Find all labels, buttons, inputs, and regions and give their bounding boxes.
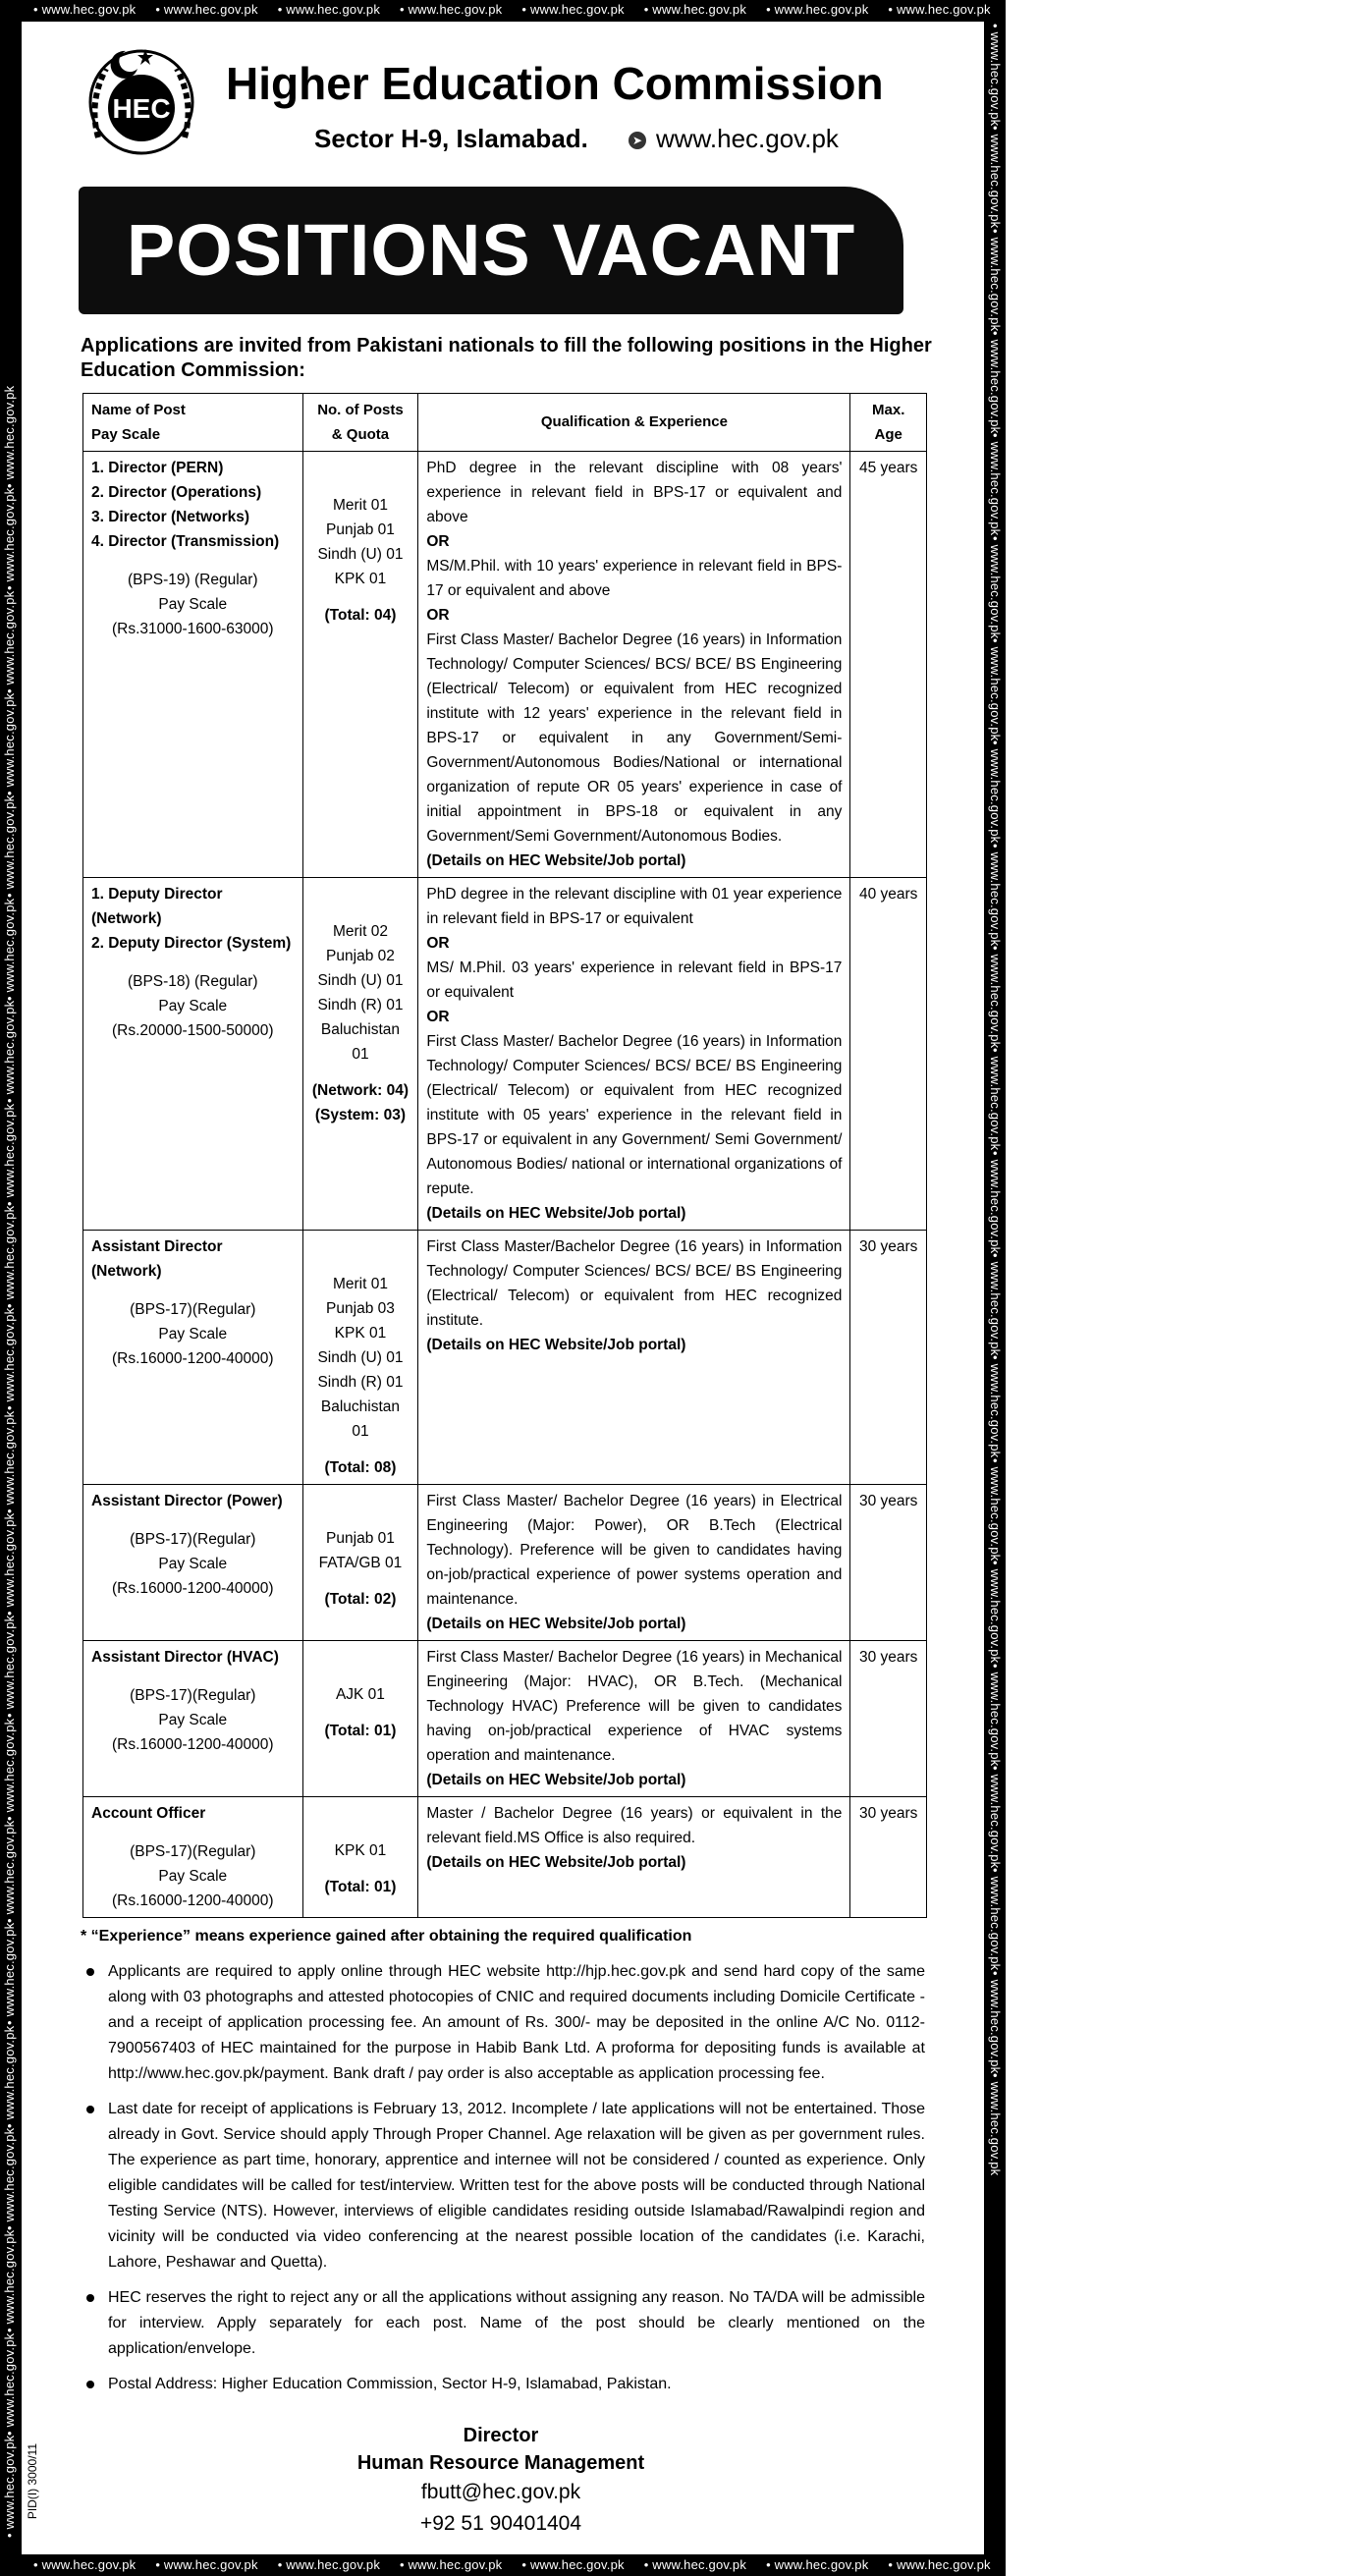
post-name: Assistant Director (HVAC) <box>91 1649 279 1666</box>
quota-total: (Total: 02) <box>324 1591 397 1608</box>
quota-line: Punjab 01 <box>326 1530 395 1547</box>
strip-text: • www.hec.gov.pk <box>988 1457 1003 1562</box>
pay-scale-line: (BPS-19) (Regular) <box>127 572 258 588</box>
strip-text: • www.hec.gov.pk <box>2 488 17 591</box>
post-name: Assistant Director (Network) <box>91 1238 223 1280</box>
strip-text: • www.hec.gov.pk <box>988 740 1003 844</box>
bullet-dot-icon <box>86 2381 94 2388</box>
website-link[interactable] <box>629 124 839 154</box>
post-name: 2. Deputy Director (System) <box>91 935 292 952</box>
spacer <box>311 1067 410 1078</box>
strip-text: • www.hec.gov.pk <box>155 2 258 17</box>
hec-emblem-icon <box>79 39 204 165</box>
strip-text: • www.hec.gov.pk <box>2 1103 17 1206</box>
header-posts-line2: & Quota <box>331 426 390 443</box>
quota-line: Baluchistan 01 <box>320 1398 401 1440</box>
qualification-text: First Class Master/ Bachelor Degree (16 years) in Mechanical Engineering (Major: HVAC), OR B.Tech. (Mechanical Technology HVAC) Preference will be given to candidates having on-job/practical experience of HVAC systems operation and maintenance. <box>426 1649 843 1764</box>
strip-text: • www.hec.gov.pk <box>521 2557 625 2572</box>
pay-scale <box>91 1297 295 1371</box>
strip-text: • www.hec.gov.pk <box>1254 2 1357 17</box>
header-age <box>850 394 927 452</box>
bullet-dot-icon <box>86 2294 94 2302</box>
quota-cell <box>302 452 418 878</box>
strip-text: • www.hec.gov.pk <box>988 433 1003 536</box>
post-name: 1. Deputy Director (Network) <box>91 886 223 927</box>
post-name: Account Officer <box>91 1805 206 1822</box>
pay-scale-line: (BPS-17)(Regular) <box>130 1301 256 1318</box>
qualification-text: MS/M.Phil. with 10 years' experience in relevant field in BPS-17 or equivalent and above <box>426 558 843 599</box>
or-separator: OR <box>426 533 450 550</box>
pay-scale-line: (BPS-17)(Regular) <box>130 1843 256 1860</box>
strip-text: • www.hec.gov.pk <box>766 2557 869 2572</box>
spacer <box>311 1234 410 1272</box>
right-website-strip <box>988 24 1003 2538</box>
strip-text: • www.hec.gov.pk <box>988 1355 1003 1458</box>
quota-line: Merit 02 <box>332 923 388 940</box>
quota-line: Sindh (R) 01 <box>317 1374 404 1391</box>
pay-scale-line: (BPS-17)(Regular) <box>130 1687 256 1704</box>
strip-text: • www.hec.gov.pk <box>988 1868 1003 1971</box>
post-name: Assistant Director (Power) <box>91 1493 283 1509</box>
instruction-text: HEC reserves the right to reject any or all the applications without assigning any reason. No TA/DA will be admissible for interview. Apply separately for each post. Name of the post should be clearly mentioned on the application/envelope. <box>108 2289 925 2357</box>
quota-total: (Total: 08) <box>324 1459 397 1476</box>
positions-vacant-banner <box>79 187 903 314</box>
quota-line: FATA/GB 01 <box>318 1555 403 1571</box>
instruction-item <box>81 2097 925 2275</box>
table-row <box>83 1231 927 1485</box>
quota-total: (Network: 04) <box>311 1082 410 1099</box>
bullet-dot-icon <box>86 2106 94 2113</box>
quota-line: Merit 01 <box>332 497 388 514</box>
instruction-text: Applicants are required to apply online through HEC website http://hjp.hec.gov.pk and send hard copy of the same along with 03 photographs and attested photocopies of CNIC and required documents including Domicile Certificate - and a receipt of application processing fee. An amount of Rs. 300/- may be deposited in the online A/C No. 0112-7900567403 of HEC maintained for the purpose in Habib Bank Ltd. A proforma for depositing funds is available at http://www.hec.gov.pk/payment. Bank draft / pay order is also acceptable as application processing fee. <box>108 1963 925 2082</box>
instruction-text: Postal Address: Higher Education Commission, Sector H-9, Islamabad, Pakistan. <box>108 2376 672 2392</box>
pay-scale-line: (Rs.16000-1200-40000) <box>111 1580 274 1597</box>
signatory-title: Director <box>463 2425 539 2446</box>
footnote: * “Experience” means experience gained after obtaining the required qualification <box>81 1928 692 1945</box>
strip-text: • www.hec.gov.pk <box>1254 2557 1357 2572</box>
strip-text: • www.hec.gov.pk <box>2 1000 17 1104</box>
table-header-row <box>83 394 927 452</box>
quota-cell <box>302 878 418 1231</box>
post-name: 1. Director (PERN) <box>91 460 224 476</box>
details-note: (Details on HEC Website/Job portal) <box>426 1337 686 1353</box>
strip-text: • www.hec.gov.pk <box>33 2557 137 2572</box>
max-age-cell: 45 years <box>850 452 927 878</box>
qualification-text: First Class Master/ Bachelor Degree (16 years) in Information Technology/ Computer Sciences/ BCS/ BCE/ BS Engineering (Electrical/ Telecom) or equivalent from HEC recognized institute with 05 years' experience in the relevant field in BPS-17 or equivalent in any Government/ Semi Government/ Autonomous Bodies/ national or international organizations of repute. <box>426 1033 843 1197</box>
qualification-text: First Class Master/ Bachelor Degree (16 years) in Information Technology/ Computer Sciences/ BCS/ BCE/ BS Engineering (Electrical/ Telecom) or equivalent from HEC recognized institute with 12 years' experience in the relevant field in BPS-17 or equivalent in any Government/Semi-Government/Autonomous Bodies/National or international organization of repute OR 05 years' experience in case of initial appointment in BPS-18 or equivalent in any Government/Semi Government/Autonomous Bodies. <box>426 631 843 845</box>
qualification-text: PhD degree in the relevant discipline with 01 year experience in relevant field in BPS-17 or equivalent <box>426 886 843 927</box>
spacer <box>311 1707 410 1719</box>
table-row <box>83 1641 927 1797</box>
details-note: (Details on HEC Website/Job portal) <box>426 1854 686 1871</box>
quota-line: Sindh (R) 01 <box>317 997 404 1014</box>
quota-total: (Total: 01) <box>324 1723 397 1739</box>
strip-text: • www.hec.gov.pk <box>2 385 17 489</box>
qualification-text: MS/ M.Phil. 03 years' experience in relevant field in BPS-17 or equivalent <box>426 959 843 1001</box>
signature-block <box>295 2422 707 2540</box>
quota-line: Punjab 02 <box>326 948 395 964</box>
strip-text: • www.hec.gov.pk <box>2 1410 17 1513</box>
table-row <box>83 452 927 878</box>
or-separator: OR <box>426 1009 450 1025</box>
header-name <box>83 394 303 452</box>
qualification-text: First Class Master/Bachelor Degree (16 years) in Information Technology/ Computer Sciences/ BCS/ BCE/ BS Engineering (Electrical/ Telecom) or equivalent from HEC recognized institute. <box>426 1238 843 1329</box>
qualification-text: PhD degree in the relevant discipline with 08 years' experience in relevant field in BPS-17 or equivalent and above <box>426 460 843 525</box>
intro-text: Applications are invited from Pakistani nationals to fill the following positions in the Higher Education Commission: <box>81 335 932 381</box>
top-website-strip <box>24 2 1367 17</box>
table-row <box>83 878 927 1231</box>
strip-text: • www.hec.gov.pk <box>2 2435 17 2538</box>
quota-line: Sindh (U) 01 <box>317 1349 404 1366</box>
post-name-cell <box>83 878 303 1231</box>
strip-text: • www.hec.gov.pk <box>1010 2 1114 17</box>
post-name-cell <box>83 1797 303 1918</box>
strip-text: • www.hec.gov.pk <box>2 898 17 1001</box>
strip-text: • www.hec.gov.pk <box>33 2 137 17</box>
page-title: Higher Education Commission <box>226 58 884 109</box>
quota-cell <box>302 1797 418 1918</box>
spacer <box>311 1444 410 1455</box>
strip-text: • www.hec.gov.pk <box>2 2127 17 2230</box>
details-note: (Details on HEC Website/Job portal) <box>426 1772 686 1788</box>
left-website-strip <box>2 24 17 2538</box>
quota-line: Baluchistan 01 <box>320 1021 401 1063</box>
bullet-dot-icon <box>86 1968 94 1976</box>
qualification-cell <box>418 1641 850 1797</box>
header-qual-text: Qualification & Experience <box>540 413 728 430</box>
post-name: 4. Director (Transmission) <box>91 533 280 550</box>
post-name-cell <box>83 1485 303 1641</box>
strip-text: • www.hec.gov.pk <box>400 2 503 17</box>
quota-line: AJK 01 <box>335 1686 385 1703</box>
strip-text: • www.hec.gov.pk <box>2 1820 17 1923</box>
strip-text: • www.hec.gov.pk <box>2 590 17 693</box>
max-age-cell: 30 years <box>850 1231 927 1485</box>
post-name-cell <box>83 1231 303 1485</box>
strip-text: • www.hec.gov.pk <box>2 1205 17 1308</box>
post-name: 2. Director (Operations) <box>91 484 262 501</box>
header-posts <box>302 394 418 452</box>
pay-scale-line: (Rs.31000-1600-63000) <box>111 621 274 637</box>
or-separator: OR <box>426 607 450 624</box>
quota-total: (Total: 04) <box>324 607 397 624</box>
pid-number: PID(I) 3000/11 <box>26 2443 39 2520</box>
pay-scale-line: Pay Scale <box>158 998 228 1014</box>
pay-scale-line: Pay Scale <box>158 596 228 613</box>
strip-text: • www.hec.gov.pk <box>155 2557 258 2572</box>
table-row <box>83 1485 927 1641</box>
strip-text: • www.hec.gov.pk <box>988 843 1003 947</box>
spacer <box>311 1801 410 1838</box>
strip-text: • www.hec.gov.pk <box>988 228 1003 332</box>
header-name-line2: Pay Scale <box>91 426 161 443</box>
strip-text: • www.hec.gov.pk <box>988 1048 1003 1151</box>
header-qualification <box>418 394 850 452</box>
qualification-text: First Class Master/ Bachelor Degree (16 years) in Electrical Engineering (Major: Power), OR B.Tech (Electrical Technology). Preference will be given to candidates having on-job/practical experience of power systems operation and maintenance. <box>426 1493 843 1608</box>
quota-cell <box>302 1485 418 1641</box>
strip-text: • www.hec.gov.pk <box>766 2 869 17</box>
quota-line: Sindh (U) 01 <box>317 972 404 989</box>
quota-line: KPK 01 <box>334 1325 387 1342</box>
header-age-line1: Max. <box>872 402 905 418</box>
strip-text: • www.hec.gov.pk <box>988 126 1003 229</box>
strip-text: • www.hec.gov.pk <box>2 1615 17 1719</box>
or-separator: OR <box>426 935 450 952</box>
strip-text: • www.hec.gov.pk <box>2 692 17 796</box>
qualification-text: Master / Bachelor Degree (16 years) or equivalent in the relevant field.MS Office is also required. <box>426 1805 843 1846</box>
quota-line: Punjab 01 <box>326 521 395 538</box>
strip-text: • www.hec.gov.pk <box>2 795 17 899</box>
quota-cell <box>302 1641 418 1797</box>
strip-text: • www.hec.gov.pk <box>2 1307 17 1411</box>
max-age-cell: 30 years <box>850 1797 927 1918</box>
quota-line: Punjab 03 <box>326 1300 395 1317</box>
spacer <box>311 1645 410 1682</box>
post-name: 3. Director (Networks) <box>91 509 250 525</box>
quota-line: KPK 01 <box>334 571 387 587</box>
banner-text: POSITIONS VACANT <box>126 209 856 291</box>
qualification-cell <box>418 1485 850 1641</box>
strip-text: • www.hec.gov.pk <box>2 1718 17 1821</box>
pay-scale <box>91 969 295 1043</box>
pay-scale-line: (Rs.16000-1200-40000) <box>111 1350 274 1367</box>
qualification-cell <box>418 1231 850 1485</box>
strip-text: • www.hec.gov.pk <box>2 2229 17 2333</box>
strip-text: • www.hec.gov.pk <box>888 2557 991 2572</box>
qualification-cell <box>418 1797 850 1918</box>
pay-scale <box>91 1527 295 1601</box>
spacer <box>311 456 410 493</box>
strip-text: • www.hec.gov.pk <box>988 638 1003 741</box>
post-name-cell <box>83 452 303 878</box>
strip-text: • www.hec.gov.pk <box>988 24 1003 127</box>
max-age-cell: 30 years <box>850 1485 927 1641</box>
pay-scale-line: Pay Scale <box>158 1868 228 1885</box>
strip-text: • www.hec.gov.pk <box>988 946 1003 1049</box>
spacer <box>311 882 410 919</box>
max-age-cell: 40 years <box>850 878 927 1231</box>
details-note: (Details on HEC Website/Job portal) <box>426 1205 686 1222</box>
strip-text: • www.hec.gov.pk <box>2 1512 17 1616</box>
strip-text: • www.hec.gov.pk <box>988 535 1003 639</box>
instruction-item <box>81 1959 925 2087</box>
spacer <box>311 1489 410 1526</box>
quota-cell <box>302 1231 418 1485</box>
pay-scale <box>91 568 295 641</box>
strip-text: • www.hec.gov.pk <box>1010 2557 1114 2572</box>
pay-scale-line: (Rs.16000-1200-40000) <box>111 1736 274 1753</box>
details-note: (Details on HEC Website/Job portal) <box>426 1616 686 1632</box>
spacer <box>311 1863 410 1875</box>
emblem-text: HEC <box>112 93 171 124</box>
instruction-text: Last date for receipt of applications is February 13, 2012. Incomplete / late applications will not be entertained. Those already in Govt. Service should apply Through Proper Channel. Age relaxation will be given as per government rules. The experience as part time, honorary, apprentice and internee will not be considered / counted as experience. Only eligible candidates will be called for test/interview. Written test for the above posts will be conducted through National Testing Service (NTS). However, interviews of eligible candidates residing outside Islamabad/Rawalpindi region and vicinity will be conducted via video conferencing at the nearest possible location of the candidates (i.e. Karachi, Lahore, Peshawar and Quetta). <box>108 2101 925 2271</box>
strip-text: • www.hec.gov.pk <box>2 2332 17 2436</box>
pay-scale-line: (BPS-17)(Regular) <box>130 1531 256 1548</box>
pay-scale-line: Pay Scale <box>158 1712 228 1728</box>
strip-text: • www.hec.gov.pk <box>988 331 1003 434</box>
quota-total: (Total: 01) <box>324 1879 397 1895</box>
strip-text: • www.hec.gov.pk <box>988 1970 1003 2073</box>
header <box>79 39 962 167</box>
strip-text: • www.hec.gov.pk <box>400 2557 503 2572</box>
strip-text: • www.hec.gov.pk <box>1132 2 1235 17</box>
contact-email[interactable]: fbutt@hec.gov.pk <box>420 2481 581 2503</box>
spacer <box>311 1575 410 1587</box>
website-text: www.hec.gov.pk <box>656 124 839 153</box>
table-body <box>83 452 927 1918</box>
qualification-cell <box>418 452 850 878</box>
bottom-website-strip <box>24 2557 1367 2572</box>
pay-scale-line: (Rs.16000-1200-40000) <box>111 1892 274 1909</box>
strip-text: • www.hec.gov.pk <box>988 2072 1003 2176</box>
quota-line: KPK 01 <box>334 1842 387 1859</box>
strip-text: • www.hec.gov.pk <box>521 2 625 17</box>
quota-total: (System: 03) <box>314 1107 407 1124</box>
quota-line: Merit 01 <box>332 1276 388 1292</box>
strip-text: • www.hec.gov.pk <box>643 2 747 17</box>
strip-text: • www.hec.gov.pk <box>988 1765 1003 1869</box>
address-line: Sector H-9, Islamabad. <box>314 124 588 153</box>
pay-scale-line: (BPS-18) (Regular) <box>127 973 258 990</box>
post-name-cell <box>83 1641 303 1797</box>
pay-scale <box>91 1839 295 1913</box>
pay-scale <box>91 1683 295 1757</box>
qualification-cell <box>418 878 850 1231</box>
header-name-line1: Name of Post <box>91 402 186 418</box>
pay-scale-line: Pay Scale <box>158 1326 228 1343</box>
strip-text: • www.hec.gov.pk <box>643 2557 747 2572</box>
strip-text: • www.hec.gov.pk <box>988 1561 1003 1664</box>
signatory-dept: Human Resource Management <box>356 2452 645 2474</box>
globe-icon: ➤ <box>629 132 646 149</box>
pay-scale-line: (Rs.20000-1500-50000) <box>111 1022 274 1039</box>
strip-text: • www.hec.gov.pk <box>988 1150 1003 1254</box>
pay-scale-line: Pay Scale <box>158 1556 228 1572</box>
details-note: (Details on HEC Website/Job portal) <box>426 852 686 869</box>
instructions-list <box>81 1959 925 2407</box>
table-row <box>83 1797 927 1918</box>
positions-table <box>82 393 927 1918</box>
strip-text: • www.hec.gov.pk <box>1132 2557 1235 2572</box>
header-age-line2: Age <box>874 426 902 443</box>
max-age-cell: 30 years <box>850 1641 927 1797</box>
strip-text: • www.hec.gov.pk <box>988 1663 1003 1766</box>
instruction-item <box>81 2285 925 2362</box>
strip-text: • www.hec.gov.pk <box>277 2557 381 2572</box>
contact-phone: +92 51 90401404 <box>419 2512 582 2535</box>
spacer <box>311 591 410 603</box>
strip-text: • www.hec.gov.pk <box>2 1922 17 2026</box>
header-posts-line1: No. of Posts <box>317 402 404 418</box>
strip-text: • www.hec.gov.pk <box>277 2 381 17</box>
strip-text: • www.hec.gov.pk <box>888 2 991 17</box>
instruction-item <box>81 2372 925 2397</box>
strip-text: • www.hec.gov.pk <box>2 2025 17 2128</box>
strip-text: • www.hec.gov.pk <box>988 1253 1003 1356</box>
quota-line: Sindh (U) 01 <box>317 546 404 563</box>
